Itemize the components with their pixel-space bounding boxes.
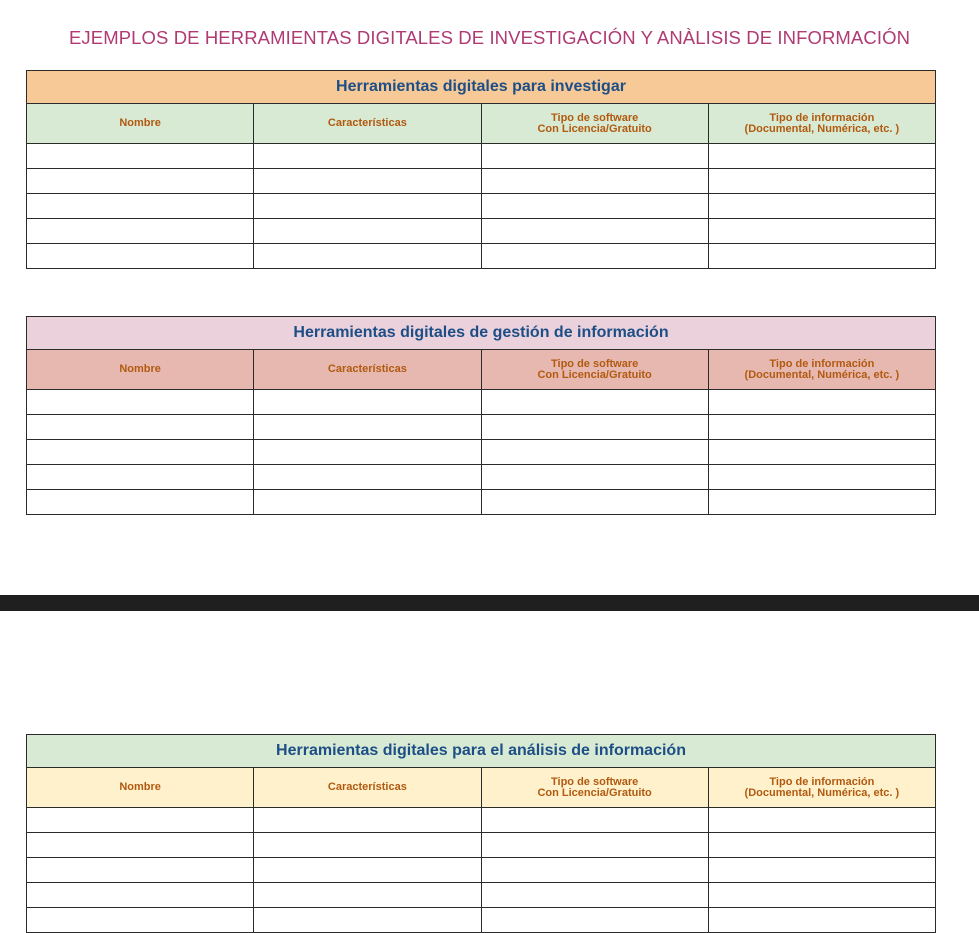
table-row <box>27 858 936 883</box>
cell[interactable] <box>708 169 935 194</box>
cell[interactable] <box>254 883 481 908</box>
cell[interactable] <box>481 415 708 440</box>
cell[interactable] <box>481 390 708 415</box>
cell[interactable] <box>27 390 254 415</box>
cell[interactable] <box>27 219 254 244</box>
cell[interactable] <box>27 244 254 269</box>
cell[interactable] <box>27 440 254 465</box>
cell[interactable] <box>481 490 708 515</box>
cell[interactable] <box>254 144 481 169</box>
cell[interactable] <box>481 219 708 244</box>
cell[interactable] <box>254 490 481 515</box>
cell[interactable] <box>254 465 481 490</box>
table-row <box>27 465 936 490</box>
table-row <box>27 244 936 269</box>
cell[interactable] <box>708 908 935 933</box>
cell[interactable] <box>27 465 254 490</box>
cell[interactable] <box>254 194 481 219</box>
table-row <box>27 390 936 415</box>
cell[interactable] <box>708 833 935 858</box>
table-row <box>27 908 936 933</box>
header-tipo-informacion: Tipo de información (Documental, Numérica, etc. ) <box>708 768 935 808</box>
header-caracteristicas: Características <box>254 768 481 808</box>
cell[interactable] <box>27 415 254 440</box>
table-row <box>27 883 936 908</box>
cell[interactable] <box>481 833 708 858</box>
cell[interactable] <box>481 808 708 833</box>
cell[interactable] <box>481 908 708 933</box>
header-tipo-software: Tipo de software Con Licencia/Gratuito <box>481 768 708 808</box>
header-nombre: Nombre <box>27 768 254 808</box>
cell[interactable] <box>254 440 481 465</box>
cell[interactable] <box>708 244 935 269</box>
cell[interactable] <box>708 194 935 219</box>
cell[interactable] <box>708 465 935 490</box>
cell[interactable] <box>27 833 254 858</box>
cell[interactable] <box>254 244 481 269</box>
cell[interactable] <box>27 808 254 833</box>
cell[interactable] <box>708 883 935 908</box>
cell[interactable] <box>708 858 935 883</box>
cell[interactable] <box>708 144 935 169</box>
table-row <box>27 219 936 244</box>
table-row <box>27 490 936 515</box>
cell[interactable] <box>481 858 708 883</box>
header-nombre: Nombre <box>27 104 254 144</box>
header-caracteristicas: Características <box>254 104 481 144</box>
header-caracteristicas: Características <box>254 350 481 390</box>
header-tipo-software: Tipo de software Con Licencia/Gratuito <box>481 350 708 390</box>
cell[interactable] <box>27 858 254 883</box>
table-row <box>27 169 936 194</box>
cell[interactable] <box>481 144 708 169</box>
cell[interactable] <box>27 144 254 169</box>
page-title: EJEMPLOS DE HERRAMIENTAS DIGITALES DE INVESTIGACIÓN Y ANÀLISIS DE INFORMACIÓN <box>68 27 911 48</box>
table-row <box>27 194 936 219</box>
cell[interactable] <box>27 194 254 219</box>
table-title: Herramientas digitales para el análisis de información <box>27 735 936 768</box>
cell[interactable] <box>27 490 254 515</box>
table-gestion <box>26 316 936 515</box>
cell[interactable] <box>254 858 481 883</box>
cell[interactable] <box>481 244 708 269</box>
cell[interactable] <box>254 219 481 244</box>
page-break-bar <box>0 595 979 611</box>
cell[interactable] <box>708 390 935 415</box>
cell[interactable] <box>254 833 481 858</box>
cell[interactable] <box>254 908 481 933</box>
cell[interactable] <box>27 883 254 908</box>
cell[interactable] <box>708 490 935 515</box>
table-row <box>27 144 936 169</box>
cell[interactable] <box>481 883 708 908</box>
cell[interactable] <box>708 808 935 833</box>
header-nombre: Nombre <box>27 350 254 390</box>
table-row <box>27 808 936 833</box>
table-analisis <box>26 734 936 933</box>
cell[interactable] <box>481 440 708 465</box>
cell[interactable] <box>481 194 708 219</box>
cell[interactable] <box>27 169 254 194</box>
table-title: Herramientas digitales de gestión de información <box>27 317 936 350</box>
cell[interactable] <box>27 908 254 933</box>
header-tipo-informacion: Tipo de información (Documental, Numérica, etc. ) <box>708 350 935 390</box>
header-tipo-informacion: Tipo de información (Documental, Numérica, etc. ) <box>708 104 935 144</box>
cell[interactable] <box>481 169 708 194</box>
header-tipo-software: Tipo de software Con Licencia/Gratuito <box>481 104 708 144</box>
table-row <box>27 415 936 440</box>
cell[interactable] <box>254 169 481 194</box>
cell[interactable] <box>254 808 481 833</box>
cell[interactable] <box>708 219 935 244</box>
table-row <box>27 440 936 465</box>
cell[interactable] <box>254 415 481 440</box>
cell[interactable] <box>481 465 708 490</box>
table-investigar <box>26 70 936 269</box>
table-title: Herramientas digitales para investigar <box>27 71 936 104</box>
cell[interactable] <box>254 390 481 415</box>
cell[interactable] <box>708 440 935 465</box>
table-row <box>27 833 936 858</box>
cell[interactable] <box>708 415 935 440</box>
